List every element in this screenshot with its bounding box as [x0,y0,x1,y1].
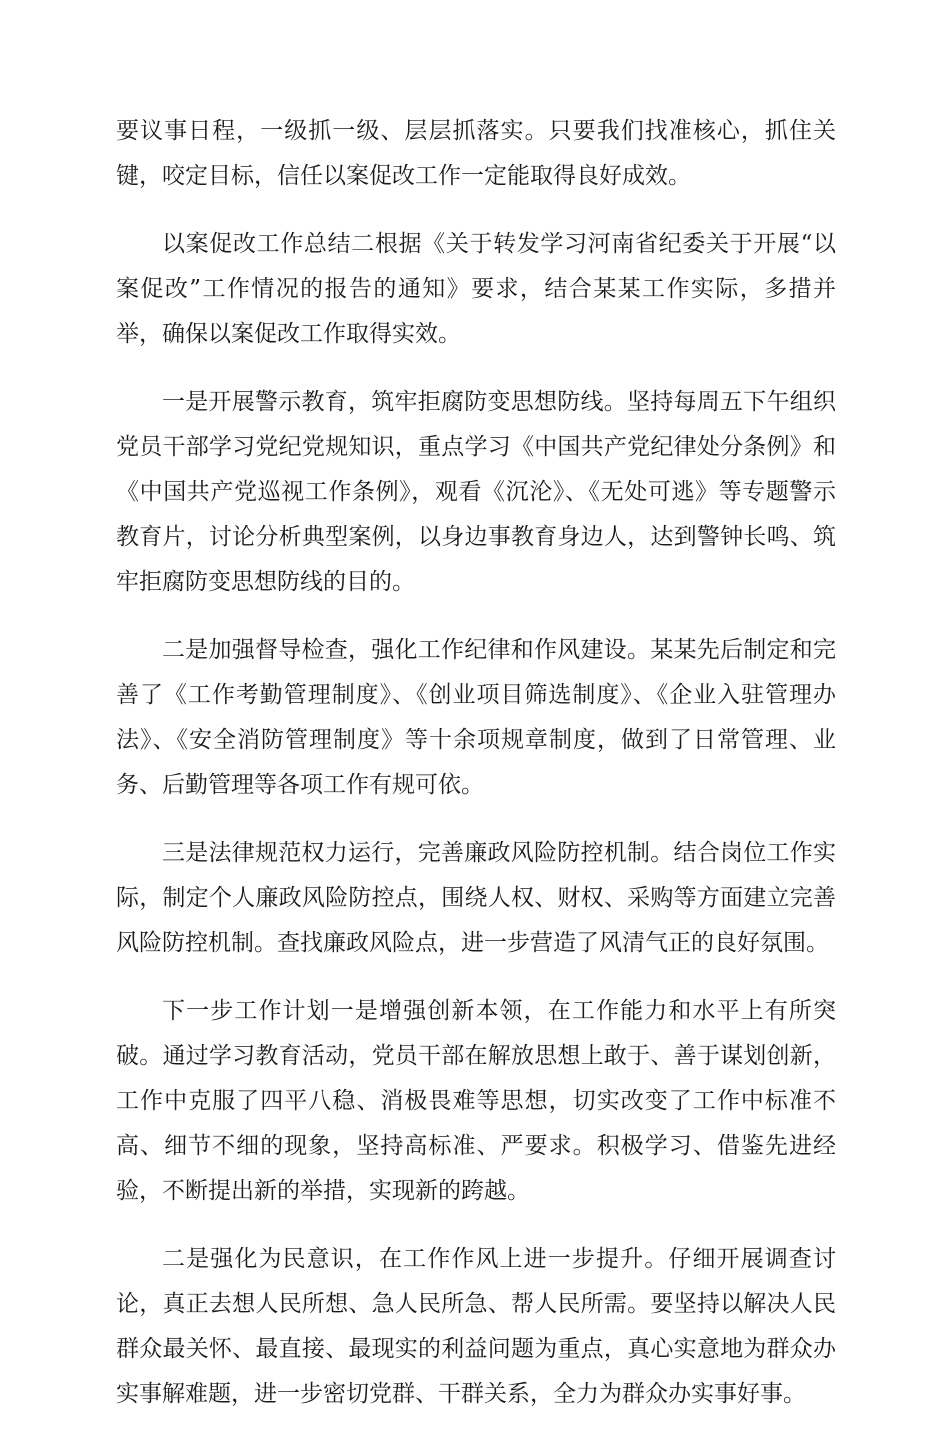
paragraph-next-plan: 下一步工作计划一是增强创新本领，在工作能力和水平上有所突破。通过学习教育活动，党员干部在解放思想上敢于、善于谋划创新，工作中克服了四平八稳、消极畏难等思想，切实改变了工作中标准不高、细节不细的现象，坚持高标准、严要求。积极学习、借鉴先进经验，不断提出新的举措，实现新的跨越。 [116,998,836,1204]
document-body [116,109,836,1440]
paragraph-risk-control: 三是法律规范权力运行，完善廉政风险防控机制。结合岗位工作实际，制定个人廉政风险防控点，围绕人权、财权、采购等方面建立完善风险防控机制。查找廉政风险点，进一步营造了风清气正的良好氛围。 [116,840,836,956]
paragraph-supervision: 二是加强督导检查，强化工作纪律和作风建设。某某先后制定和完善了《工作考勤管理制度》、《创业项目筛选制度》、《企业入驻管理办法》、《安全消防管理制度》等十余项规章制度，做到了日常管理、业务、后勤管理等各项工作有规可依。 [116,637,836,798]
paragraph-warning-education: 一是开展警示教育，筑牢拒腐防变思想防线。坚持每周五下午组织党员干部学习党纪党规知识，重点学习《中国共产党纪律处分条例》和《中国共产党巡视工作条例》，观看《沉沦》、《无处可逃》等专题警示教育片，讨论分析典型案例，以身边事教育身边人，达到警钟长鸣、筑牢拒腐防变思想防线的目的。 [116,389,836,595]
paragraph-continuation: 要议事日程，一级抓一级、层层抓落实。只要我们找准核心，抓住关键，咬定目标，信任以案促改工作一定能取得良好成效。 [116,118,836,189]
paragraph-summary-two: 以案促改工作总结二根据《关于转发学习河南省纪委关于开展“以案促改”工作情况的报告的通知》要求，结合某某工作实际，多措并举，确保以案促改工作取得实效。 [116,231,836,347]
paragraph-public-service: 二是强化为民意识，在工作作风上进一步提升。仔细开展调查讨论，真正去想人民所想、急人民所急、帮人民所需。要坚持以解决人民群众最关怀、最直接、最现实的利益问题为重点，真心实意地为群众办实事解难题，进一步密切党群、干群关系，全力为群众办实事好事。 [116,1246,836,1407]
